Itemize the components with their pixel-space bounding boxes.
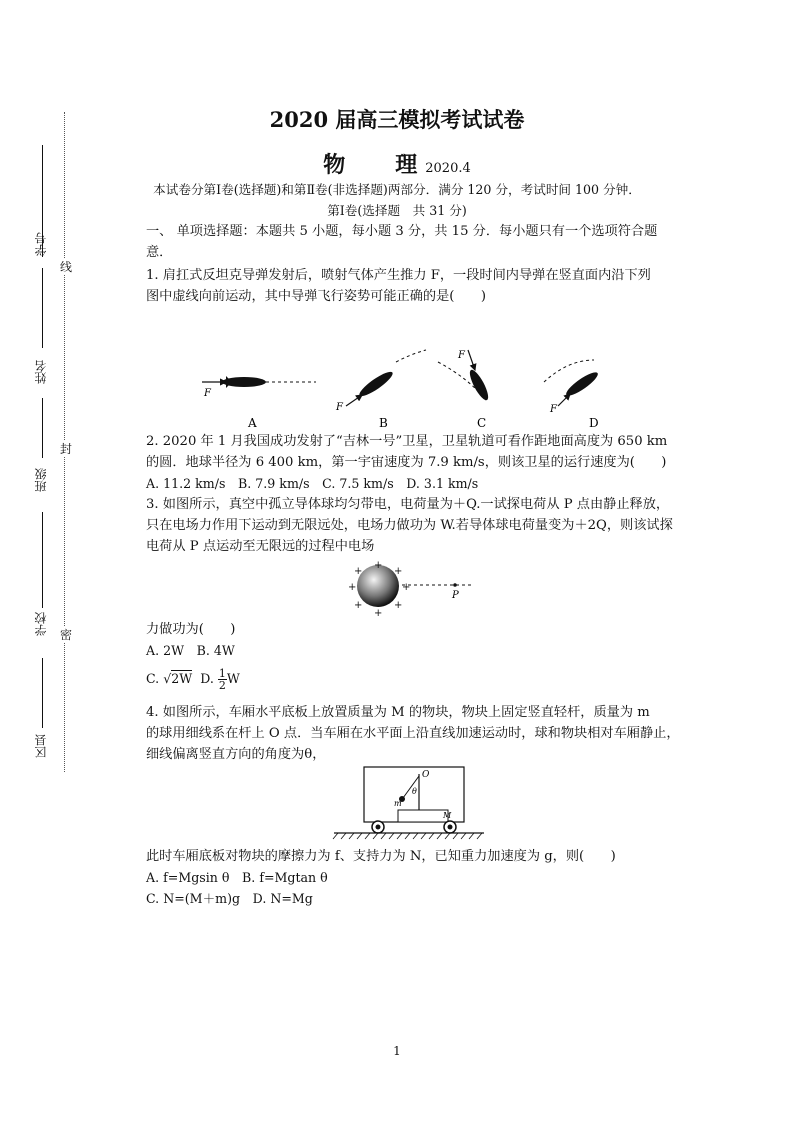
- label-school: 学校: [34, 612, 48, 636]
- label-class: 班级: [34, 468, 48, 492]
- missile-d: [544, 360, 600, 406]
- svg-text:+: +: [374, 608, 383, 616]
- option-label-c: C: [477, 416, 487, 430]
- label-district: 区县: [34, 734, 48, 758]
- svg-text:+: +: [354, 600, 363, 611]
- q2-line1: 2. 2020 年 1 月我国成功发射了“吉林一号”卫星，卫星轨道可看作距地面高度为 650 km: [146, 434, 668, 449]
- block-m: [398, 810, 448, 822]
- q3-line4: 力做功为( ): [146, 622, 236, 637]
- frac-denominator: 2: [218, 679, 226, 692]
- label-m-small: m: [394, 799, 402, 808]
- q3-line2: 只在电场力作用下运动到无限远处，电场力做功为 W.若导体球电荷量变为＋2Q，则该试探: [146, 518, 673, 533]
- q3-line1: 3. 如图所示，真空中孤立导体球均匀带电，电荷量为＋Q.一试探电荷从 P 点由静止释放，: [146, 497, 670, 512]
- q3-option-d-suffix: W: [226, 671, 240, 686]
- q4-options-cd: C. N=(M＋m)g D. N=Mg: [146, 891, 313, 906]
- force-label-b: F: [336, 402, 343, 413]
- q3-options-ab: A. 2W B. 4W: [146, 643, 235, 658]
- subject-heading: [0, 148, 794, 179]
- svg-text:+: +: [394, 566, 403, 577]
- label-o: O: [422, 770, 430, 780]
- charged-sphere: [357, 565, 399, 607]
- label-name: 姓名: [34, 360, 48, 384]
- svg-text:+: +: [348, 582, 357, 593]
- missile-a: [202, 376, 316, 388]
- force-label-d: F: [550, 404, 557, 415]
- force-label-a: F: [204, 388, 211, 399]
- option-label-a: A: [248, 416, 257, 430]
- frac-numerator: 1: [218, 667, 226, 680]
- q1-line2: 图中虚线向前运动，其中导弹飞行姿势可能正确的是( ): [146, 289, 486, 304]
- option-label-b: B: [379, 416, 388, 430]
- force-label-c: F: [458, 350, 465, 361]
- exam-date: 2020.4: [425, 161, 471, 176]
- q4-line2: 的球用细线系在杆上 O 点．当车厢在水平面上沿直线加速运动时，球和物块相对车厢静止，: [146, 726, 680, 741]
- sqrt-symbol: √: [163, 671, 172, 686]
- exam-title: 2020 届高三模拟考试试卷: [269, 107, 525, 132]
- page-number: 1: [393, 1044, 401, 1058]
- svg-text:+: +: [402, 582, 411, 593]
- q4-line1: 4. 如图所示，车厢水平底板上放置质量为 M 的物块，物块上固定竖直轻杆，质量为 m: [146, 705, 650, 720]
- seal-mark-mi: 密: [60, 628, 73, 642]
- point-p: [453, 583, 457, 587]
- binding-line-4: [42, 512, 43, 608]
- svg-text:+: +: [374, 560, 383, 571]
- q4-line3: 细线偏离竖直方向的角度为θ，: [146, 747, 326, 762]
- point-p-label: P: [452, 590, 459, 601]
- subject-name: 物 理: [323, 152, 420, 178]
- label-theta: θ: [412, 787, 417, 796]
- q3-option-c-body: 2W: [171, 671, 193, 686]
- label-m-large: M: [443, 811, 452, 820]
- exam-intro: 本试卷分第Ⅰ卷(选择题)和第Ⅱ卷(非选择题)两部分．满分 120 分，考试时间 100 分钟．: [153, 182, 641, 197]
- q2-options: A. 11.2 km/s B. 7.9 km/s C. 7.5 km/s D. 3.1 km/s: [146, 476, 479, 491]
- binding-line-3: [42, 398, 43, 458]
- q1-line1: 1. 肩扛式反坦克导弹发射后，喷射气体产生推力 F，一段时间内导弹在竖直面内沿下列: [146, 268, 651, 283]
- fraction-one-half: [218, 668, 227, 691]
- svg-text:+: +: [354, 566, 363, 577]
- q3-options-cd: [146, 668, 240, 691]
- part1-heading: 第Ⅰ卷(选择题 共 31 分): [327, 203, 467, 218]
- q3-option-c-prefix: C.: [146, 671, 160, 686]
- q3-charged-sphere-figure: [346, 560, 486, 616]
- binding-line-5: [42, 658, 43, 728]
- binding-line-2: [42, 268, 43, 348]
- q2-line2: 的圆．地球半径为 6 400 km，第一宇宙速度为 7.9 km/s，则该卫星的运行速度为( ): [146, 455, 667, 470]
- section1-line1: 一、 单项选择题：本题共 5 小题，每小题 3 分，共 15 分．每小题只有一个选项符合题: [146, 224, 658, 239]
- q4-options-ab: A. f=Mgsin θ B. f=Mgtan θ: [146, 870, 328, 885]
- q3-line3: 电荷从 P 点运动至无限远的过程中电场: [146, 539, 375, 554]
- svg-text:+: +: [394, 600, 403, 611]
- q1-missile-figure: [196, 340, 636, 432]
- section1-line2: 意．: [146, 245, 173, 260]
- option-label-d: D: [589, 416, 599, 430]
- q4-line4: 此时车厢底板对物块的摩擦力为 f、支持力为 N，已知重力加速度为 g，则( ): [146, 849, 616, 864]
- label-student-id: 学号: [34, 232, 48, 256]
- seal-mark-xian: 线: [60, 260, 73, 274]
- q3-option-d-prefix: D.: [200, 671, 214, 686]
- seal-mark-feng: 封: [60, 442, 73, 456]
- q4-cart-figure: [332, 764, 492, 842]
- missile-b: [346, 350, 426, 406]
